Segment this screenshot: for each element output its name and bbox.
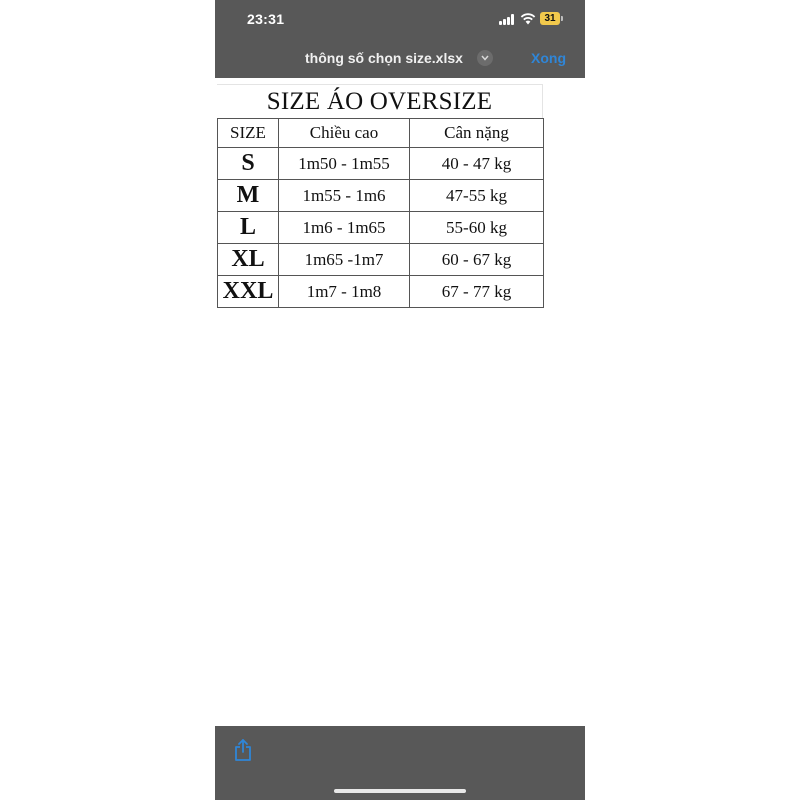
home-indicator[interactable] [334, 789, 466, 793]
table-row [218, 276, 544, 308]
size-cell: XXL [218, 276, 279, 308]
weight-cell: 67 - 77 kg [410, 276, 544, 308]
height-cell: 1m65 -1m7 [279, 244, 410, 276]
height-cell: 1m50 - 1m55 [279, 148, 410, 180]
weight-cell: 60 - 67 kg [410, 244, 544, 276]
size-cell: L [218, 212, 279, 244]
wifi-icon [520, 12, 536, 25]
size-cell: M [218, 180, 279, 212]
table-header-row [218, 119, 544, 148]
table-row [218, 212, 544, 244]
sheet-title: SIZE ÁO OVERSIZE [217, 84, 543, 118]
table-row [218, 244, 544, 276]
spreadsheet [217, 84, 544, 312]
phone-screen [215, 0, 585, 800]
top-navigation-bar [215, 0, 585, 78]
size-table [217, 118, 544, 308]
cellular-signal-icon [499, 14, 516, 25]
share-icon[interactable] [233, 738, 253, 762]
height-cell: 1m6 - 1m65 [279, 212, 410, 244]
status-time: 23:31 [247, 11, 285, 27]
document-title[interactable]: thông số chọn size.xlsx [305, 50, 463, 66]
height-cell: 1m55 - 1m6 [279, 180, 410, 212]
done-button[interactable]: Xong [531, 50, 566, 66]
bottom-toolbar [215, 726, 585, 800]
size-cell: S [218, 148, 279, 180]
battery-tip [561, 16, 563, 21]
header-height: Chiều cao [279, 119, 410, 148]
header-size: SIZE [218, 119, 279, 148]
height-cell: 1m7 - 1m8 [279, 276, 410, 308]
weight-cell: 40 - 47 kg [410, 148, 544, 180]
weight-cell: 47-55 kg [410, 180, 544, 212]
size-cell: XL [218, 244, 279, 276]
table-row [218, 148, 544, 180]
chevron-down-icon[interactable] [477, 50, 493, 66]
battery-icon: 31 [540, 12, 560, 25]
weight-cell: 55-60 kg [410, 212, 544, 244]
table-row [218, 180, 544, 212]
header-weight: Cân nặng [410, 119, 544, 148]
